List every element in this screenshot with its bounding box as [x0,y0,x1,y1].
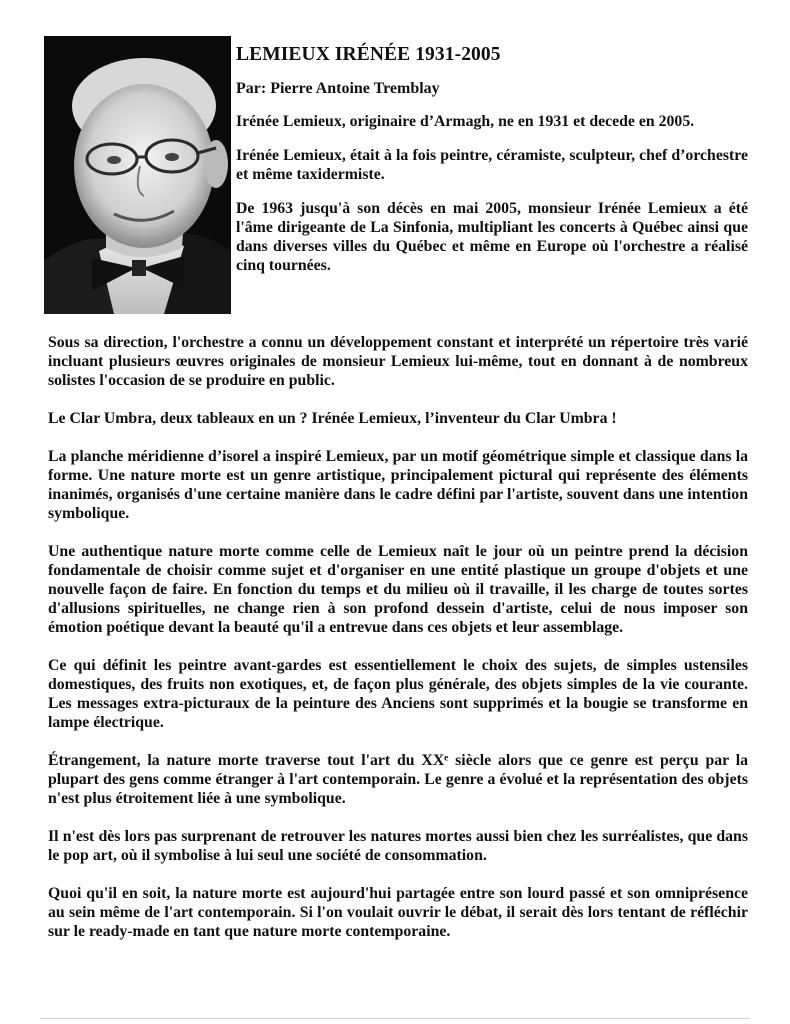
body-paragraph-7: Il n'est dès lors pas surprenant de retrouver les natures mortes aussi bien chez les surréalistes, que dans le pop art, où il symbolise à lui seul une société de consommation. [48,828,748,864]
intro-paragraph-3: De 1963 jusqu'à son décès en mai 2005, monsieur Irénée Lemieux a été l'âme dirigeante de La Sinfonia, multipliant les concerts à Québec ainsi que dans diverses villes du Québec et même en Europe où l'orchestre a réalisé cinq tournées. [236,200,748,274]
bottom-divider [40,1018,750,1019]
body-paragraph-5: Ce qui définit les peintre avant-gardes est essentiellement le choix des sujets, de simples ustensiles domestiques, des fruits non exotiques, et, de façon plus générale, des objets simples de la vie courante. Les messages extra-picturaux de la peinture des Anciens sont supprimés et la bougie se transforme en lampe électrique. [48,657,748,731]
body-section [48,333,748,960]
portrait-image [44,36,231,314]
body-paragraph-1: Sous sa direction, l'orchestre a connu un développement constant et interprété un répertoire très varié incluant plusieurs œuvres originales de monsieur Lemieux lui-même, tout en donnant à de nombreux solistes l'occasion de se produire en public. [48,334,748,389]
intro-paragraph-1: Irénée Lemieux, originaire d’Armagh, ne en 1931 et decede en 2005. [236,113,695,130]
portrait-photo [44,36,231,314]
body-paragraph-3: La planche méridienne d’isorel a inspiré Lemieux, par un motif géométrique simple et classique dans la forme. Une nature morte est un genre artistique, principalement pictural qui représente des éléments inanimés, organisés d'une certaine manière dans le cadre défini par l'artiste, souvent dans une intention symbolique. [48,448,748,522]
header-section [236,44,748,290]
body-paragraph-8: Quoi qu'il en soit, la nature morte est aujourd'hui partagée entre son lourd passé et son omniprésence au sein même de l'art contemporain. Si l'on voulait ouvrir le débat, il serait dès lors tentant de réfléchir sur le ready-made en tant que nature morte contemporaine. [48,885,748,940]
body-paragraph-4: Une authentique nature morte comme celle de Lemieux naît le jour où un peintre prend la décision fondamentale de choisir comme sujet et d'organiser en une entité plastique un groupe d'objets et une nouvelle façon de faire. En fonction du temps et du milieu où il travaille, il les charge de toutes sortes d'allusions spirituelles, ne change rien à son profond dessein d'artiste, celui de nous imposer son émotion poétique devant la beauté qu'il a entrevue dans ces objets et leur assemblage. [48,543,748,636]
intro-paragraph-2: Irénée Lemieux, était à la fois peintre, céramiste, sculpteur, chef d’orchestre et même taxidermiste. [236,147,748,183]
author-byline: Par: Pierre Antoine Tremblay [236,80,440,97]
document-title: LEMIEUX IRÉNÉE 1931-2005 [236,44,501,65]
body-paragraph-2: Le Clar Umbra, deux tableaux en un ? Irénée Lemieux, l’inventeur du Clar Umbra ! [48,410,617,427]
body-paragraph-6: Étrangement, la nature morte traverse tout l'art du XXᵉ siècle alors que ce genre est perçu par la plupart des gens comme étranger à l'art contemporain. Le genre a évolué et la représentation des objets n'est plus étroitement liée à une symbolique. [48,752,748,807]
